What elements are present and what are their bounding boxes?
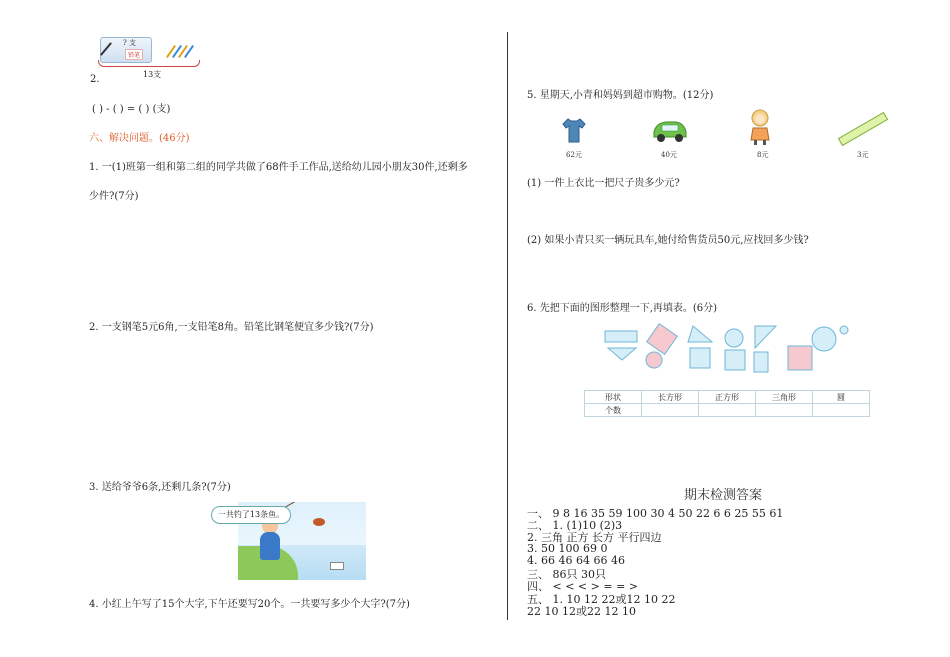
ruler-icon	[835, 112, 891, 146]
question-6-2: 2. 一支钢笔5元6角,一支铅笔8角。铅笔比钢笔便宜多少钱?(7分)	[89, 322, 374, 333]
circle-shape	[840, 326, 848, 334]
table-header-row	[585, 391, 870, 404]
circle-shape	[646, 352, 662, 368]
box-label: ? 支	[123, 39, 136, 47]
rectangle-shape	[690, 348, 710, 368]
header-triangle: 三角形	[756, 391, 813, 404]
answer-title: 期末检测答案	[684, 488, 763, 503]
square-shape	[788, 346, 812, 370]
rectangle-shape	[605, 331, 637, 342]
count-cell[interactable]	[813, 404, 870, 417]
answer-line: 四、 < < < > = = >	[527, 580, 638, 593]
question-6-3: 3. 送给爷爷6条,还剩几条?(7分)	[89, 482, 231, 493]
square-shape	[647, 324, 678, 355]
question-5: 5. 星期天,小青和妈妈到超市购物。(12分)	[527, 90, 714, 101]
header-shape: 形状	[585, 391, 642, 404]
circle-shape	[812, 327, 836, 351]
shapes-figure	[600, 322, 850, 374]
question-6-1-line1: 1. 一(1)班第一组和第二组的同学共做了68件手工作品,送给幼儿园小朋友30件,还剩多	[89, 162, 468, 173]
answer-line: 一、 9 8 16 35 59 100 30 4 50 22 6 6 25 55 61	[527, 507, 784, 520]
section-six-heading: 六、解决问题。(46分)	[89, 133, 190, 144]
answer-line: 4. 66 46 64 66 46	[527, 554, 625, 567]
brace-label: 13支	[143, 70, 162, 79]
count-cell[interactable]	[699, 404, 756, 417]
question-5-1: (1) 一件上衣比一把尺子贵多少元?	[527, 178, 680, 189]
question-5-2: (2) 如果小青只买一辆玩具车,她付给售货员50元,应找回多少钱?	[527, 235, 809, 246]
price-label: 40元	[661, 151, 677, 159]
fish-icon	[313, 518, 325, 526]
rectangle-shape	[754, 352, 768, 372]
answer-line: 五、 1. 10 12 22或12 10 22	[527, 593, 676, 606]
header-circle: 圆	[813, 391, 870, 404]
question-6: 6. 先把下面的图形整理一下,再填表。(6分)	[527, 303, 718, 314]
box-tag: 铅笔	[125, 49, 143, 60]
toy-car-icon	[650, 118, 690, 144]
count-cell[interactable]	[642, 404, 699, 417]
answer-line: 2. 三角 正方 长方 平行四边	[527, 531, 662, 544]
answer-line: 三、 86只 30只	[527, 568, 606, 581]
count-cell[interactable]	[756, 404, 813, 417]
price-label: 3元	[857, 151, 869, 159]
boy-icon	[260, 532, 280, 560]
circle-shape	[725, 329, 743, 347]
answer-line: 3. 50 100 69 0	[527, 542, 608, 555]
shape-count-table	[584, 390, 870, 417]
brace	[98, 60, 200, 67]
question-2-number: 2.	[90, 74, 100, 85]
question-6-4: 4. 小红上午写了15个大字,下午还要写20个。一共要写多少个大字?(7分)	[89, 599, 410, 610]
column-divider	[507, 32, 508, 620]
table-row	[585, 404, 870, 417]
shirt-icon	[560, 116, 588, 144]
header-square: 正方形	[699, 391, 756, 404]
question-6-1-line2: 少件?(7分)	[89, 191, 139, 202]
price-label: 8元	[757, 151, 769, 159]
triangle-shape	[755, 326, 776, 348]
square-shape	[725, 350, 745, 370]
triangle-shape	[688, 326, 712, 342]
paper-boat-icon	[330, 562, 344, 570]
doll-icon	[745, 108, 775, 146]
triangle-shape	[608, 348, 636, 360]
price-label: 62元	[566, 151, 582, 159]
pen-icon	[100, 42, 112, 56]
row-label-count: 个数	[585, 404, 642, 417]
header-rectangle: 长方形	[642, 391, 699, 404]
answer-line: 二、 1. (1)10 (2)3	[527, 519, 623, 532]
answer-line: 22 10 12或22 12 10	[527, 605, 636, 618]
question-2-formula: ( ) - ( ) = ( ) (支)	[92, 104, 171, 115]
speech-bubble: 一共钓了13条鱼。	[211, 506, 291, 524]
